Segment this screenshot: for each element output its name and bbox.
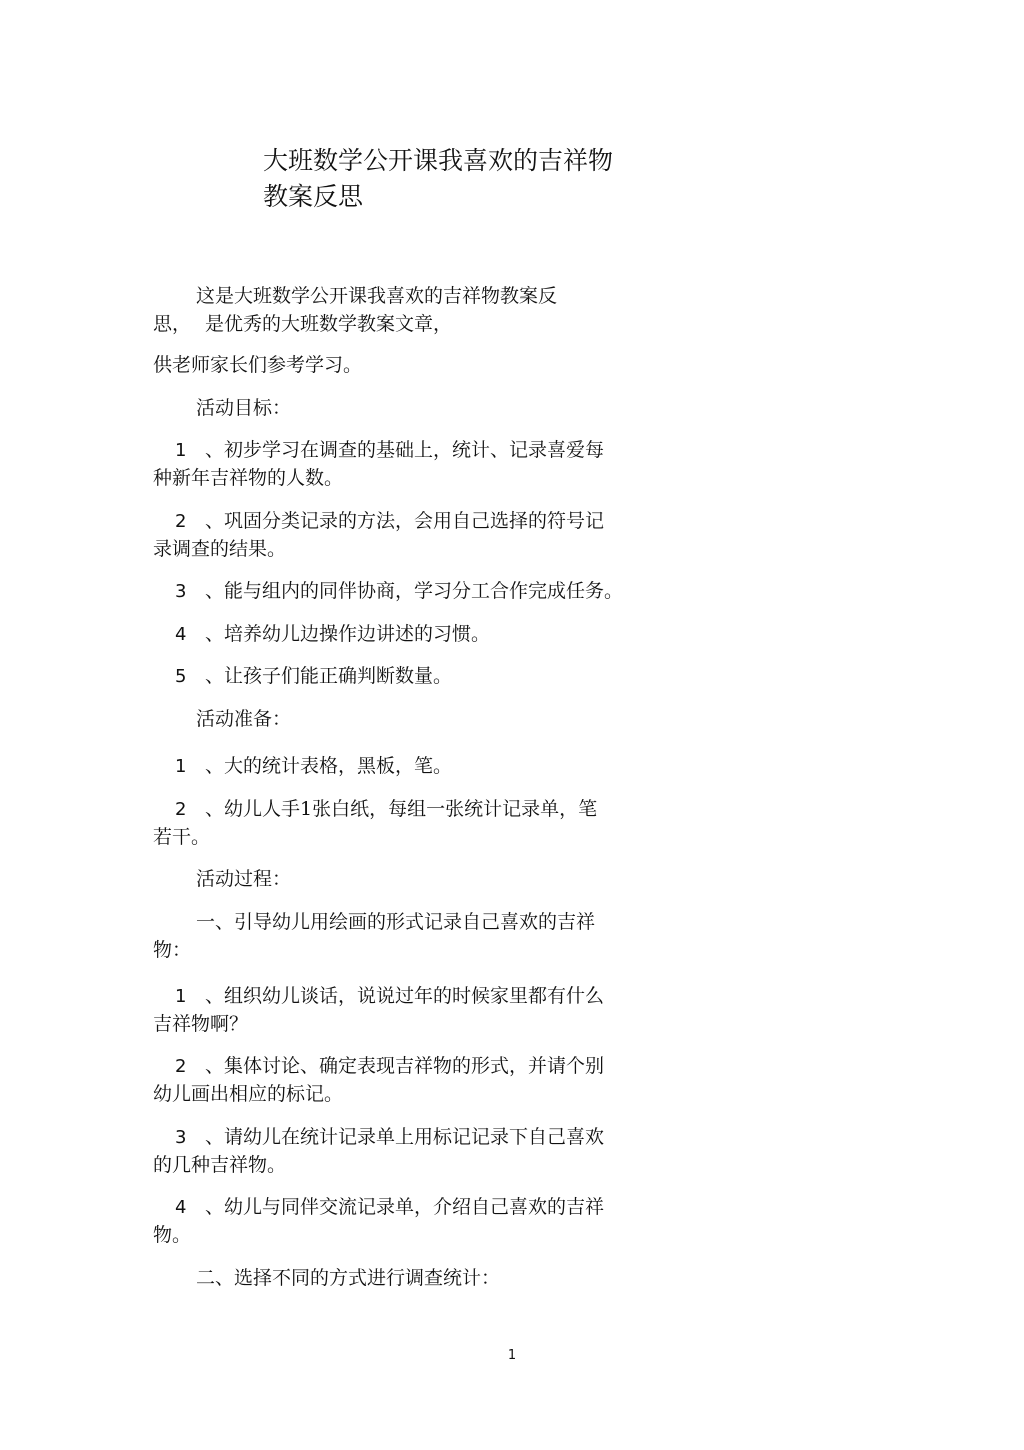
process-item-1-text: 、组织幼儿谈话，说说过年的时候家里都有什么 <box>205 985 605 1007</box>
goals-heading: 活动目标： <box>196 397 292 419</box>
prep-item-1 <box>153 752 653 781</box>
goal-item-2 <box>153 507 653 536</box>
title-line-2: 教案反思 <box>263 182 364 211</box>
process-item-4-text: 、幼儿与同伴交流记录单，介绍自己喜欢的吉祥 <box>205 1196 605 1218</box>
intro-line-3: 供老师家长们参考学习。 <box>153 354 363 376</box>
title-line-1: 大班数学公开课我喜欢的吉祥物 <box>263 146 614 175</box>
process-heading: 活动过程： <box>196 868 292 890</box>
goal-item-2-text: 、巩固分类记录的方法，会用自己选择的符号记 <box>205 510 605 532</box>
process-item-3 <box>153 1123 653 1152</box>
process-item-2-continuation: 幼儿画出相应的标记。 <box>153 1083 344 1105</box>
goal-item-1-text: 、初步学习在调查的基础上，统计、记录喜爱每 <box>205 439 605 461</box>
process-item-1-continuation: 吉祥物啊？ <box>153 1013 249 1035</box>
prep-item-1-number: 1 <box>175 756 187 777</box>
goal-item-2-continuation: 录调查的结果。 <box>153 538 287 560</box>
goal-item-5 <box>153 662 653 691</box>
process-item-1 <box>153 982 653 1011</box>
prep-item-2-number: 2 <box>175 799 187 820</box>
intro-line-2 <box>153 310 653 338</box>
goal-item-4 <box>153 620 653 649</box>
intro-line-1: 这是大班数学公开课我喜欢的吉祥物教案反 <box>196 285 558 307</box>
goal-item-1-number: 1 <box>175 440 187 461</box>
process-item-2 <box>153 1052 653 1081</box>
goal-item-3-number: 3 <box>175 581 187 602</box>
prep-item-2 <box>153 795 653 824</box>
process-item-3-number: 3 <box>175 1127 187 1148</box>
goal-item-1-continuation: 种新年吉祥物的人数。 <box>153 467 344 489</box>
process-section-2: 二、选择不同的方式进行调查统计： <box>196 1267 501 1289</box>
goal-item-4-number: 4 <box>175 624 187 645</box>
process-item-1-number: 1 <box>175 986 187 1007</box>
prep-item-2-continuation: 若干。 <box>153 826 211 848</box>
prep-item-1-text: 、大的统计表格，黑板，笔。 <box>205 755 453 777</box>
process-section-1-line-1: 一、引导幼儿用绘画的形式记录自己喜欢的吉祥 <box>196 911 596 933</box>
process-item-3-continuation: 的几种吉祥物。 <box>153 1154 287 1176</box>
process-item-4-number: 4 <box>175 1197 187 1218</box>
process-item-4-continuation: 物。 <box>153 1224 192 1246</box>
goal-item-3-text: 、能与组内的同伴协商，学习分工合作完成任务。 <box>205 580 624 602</box>
goal-item-5-text: 、让孩子们能正确判断数量。 <box>205 665 453 687</box>
prep-heading: 活动准备： <box>196 708 292 730</box>
process-section-1-line-2: 物： <box>153 939 192 961</box>
process-item-4 <box>153 1193 653 1222</box>
intro-line-2b: 是优秀的大班数学教案文章， <box>205 313 453 335</box>
process-item-3-text: 、请幼儿在统计记录单上用标记记录下自己喜欢 <box>205 1126 605 1148</box>
goal-item-2-number: 2 <box>175 511 187 532</box>
document-title <box>263 143 663 215</box>
page-number: 1 <box>507 1348 517 1363</box>
process-item-2-number: 2 <box>175 1056 187 1077</box>
goal-item-4-text: 、培养幼儿边操作边讲述的习惯。 <box>205 623 491 645</box>
process-item-2-text: 、集体讨论、确定表现吉祥物的形式，并请个别 <box>205 1055 605 1077</box>
goal-item-5-number: 5 <box>175 666 187 687</box>
prep-item-2-text: 、幼儿人手1张白纸，每组一张统计记录单，笔 <box>205 798 598 820</box>
goal-item-3 <box>153 577 653 606</box>
goal-item-1 <box>153 436 653 465</box>
intro-line-2a: 思， <box>153 313 192 335</box>
